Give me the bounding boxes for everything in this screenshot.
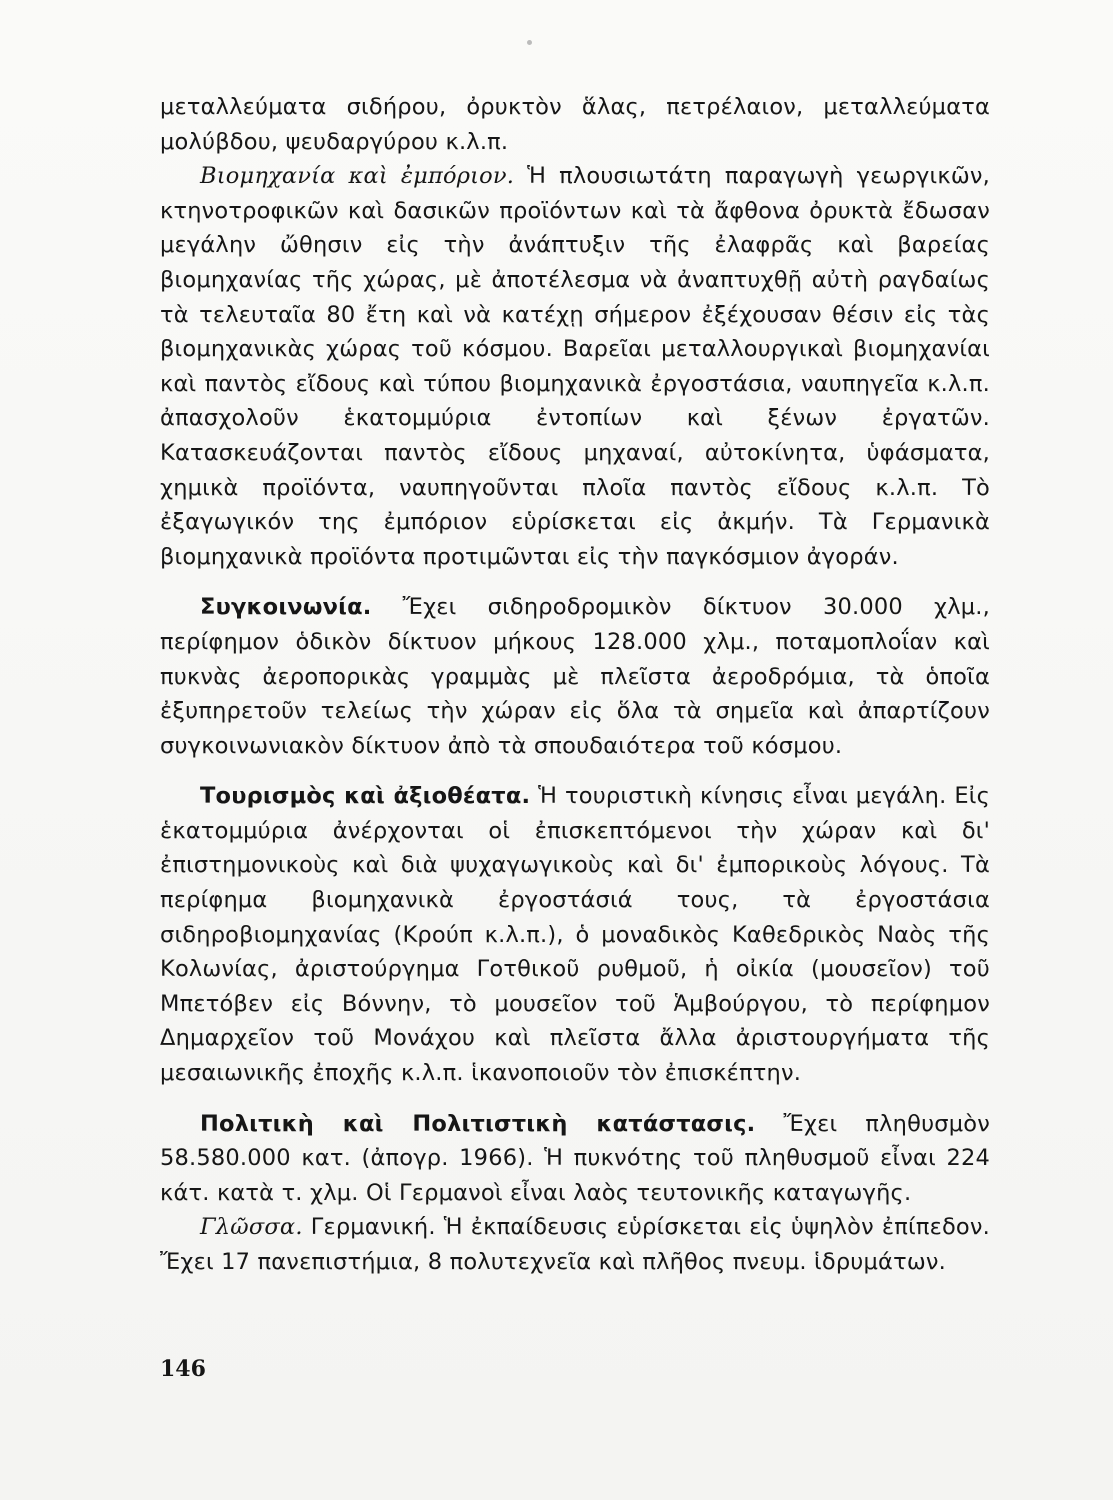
- section-heading-politics: Πολιτικὴ καὶ Πολιτιστικὴ κατάστασις.: [200, 1110, 756, 1137]
- paragraph-transport: [160, 590, 990, 763]
- paragraph-body: Ἔχει σιδηροδρομικὸν δίκτυον 30.000 χλμ., περίφημον ὁδικὸν δίκτυον μήκους 128.000 χλμ., ποταμοπλοΐαν καὶ πυκνὰς ἀεροπορικὰς γραμμὰς μὲ πλεῖστα ἀεροδρόμια, τὰ ὁποῖα ἐξυπηρετοῦν τελείως τὴν χώραν εἰς ὅλα τὰ σημεῖα καὶ ἀπαρτίζουν συγκοινωνιακὸν δίκτυον ἀπὸ τὰ σπουδαιότερα τοῦ κόσμου.: [160, 594, 990, 759]
- section-heading-transport: Συγκοινωνία.: [200, 594, 372, 621]
- paragraph-body: Ἡ τουριστικὴ κίνησις εἶναι μεγάλη. Εἰς ἑκατομμύρια ἀνέρχονται οἱ ἐπισκεπτόμενοι τὴν χώραν καὶ δι' ἐπιστημονικοὺς καὶ διὰ ψυχαγωγικοὺς καὶ δι' ἐμπορικοὺς λόγους. Τὰ περίφημα βιομηχανικὰ ἐργοστάσιά τους, τὰ ἐργοστάσια σιδηροβιομηχανίας (Κρούπ κ.λ.π.), ὁ μοναδικὸς Καθεδρικὸς Ναὸς τῆς Κολωνίας, ἀριστούργημα Γοτθικοῦ ρυθμοῦ, ἡ οἰκία (μουσεῖον) τοῦ Μπετόβεν εἰς Βόννην, τὸ μουσεῖον τοῦ Ἁμβούργου, τὸ περίφημον Δημαρχεῖον τοῦ Μονάχου καὶ πλεῖστα ἄλλα ἀριστουργήματα τῆς μεσαιωνικῆς ἐποχῆς κ.λ.π. ἱκανοποιοῦν τὸν ἐπισκέπτην.: [160, 783, 990, 1087]
- paragraph-body: Γερμανική. Ἡ ἐκπαίδευσις εὑρίσκεται εἰς ὑψηλὸν ἐπίπεδον. Ἔχει 17 πανεπιστήμια, 8 πολυτεχνεῖα καὶ πλῆθος πνευμ. ἱδρυμάτων.: [160, 1214, 990, 1275]
- paragraph-minerals: [160, 90, 990, 159]
- section-heading-industry: Βιομηχανία καὶ ἐμπόριον.: [200, 163, 515, 190]
- paragraph-industry: [160, 159, 990, 574]
- paragraph-body: μεταλλεύματα σιδήρου, ὀρυκτὸν ἅλας, πετρέλαιον, μεταλλεύματα μολύβδου, ψευδαργύρου κ.λ.π.: [160, 94, 990, 155]
- page-number: 146: [160, 1356, 206, 1382]
- ink-speck: [527, 40, 532, 45]
- paragraph-body: Ἔχει πληθυσμὸν 58.580.000 κατ. (ἀπογρ. 1966). Ἡ πυκνότης τοῦ πληθυσμοῦ εἶναι 224 κάτ. κατὰ τ. χλμ. Οἱ Γερμανοὶ εἶναι λαὸς τευτονικῆς καταγωγῆς.: [160, 1110, 990, 1206]
- paragraph-body: Ἡ πλουσιωτάτη παραγωγὴ γεωργικῶν, κτηνοτροφικῶν καὶ δασικῶν προϊόντων καὶ τὰ ἄφθονα ὀρυκτὰ ἔδωσαν μεγάλην ὤθησιν εἰς τὴν ἀνάπτυξιν τῆς ἐλαφρᾶς καὶ βαρείας βιομηχανίας τῆς χώρας, μὲ ἀποτέλεσμα νὰ ἀναπτυχθῇ αὐτὴ ραγδαίως τὰ τελευταῖα 80 ἔτη καὶ νὰ κατέχῃ σήμερον ἐξέχουσαν θέσιν εἰς τὰς βιομηχανικὰς χώρας τοῦ κόσμου. Βαρεῖαι μεταλλουργικαὶ βιομηχανίαι καὶ παντὸς εἴδους καὶ τύπου βιομηχανικὰ ἐργοστάσια, ναυπηγεῖα κ.λ.π. ἀπασχολοῦν ἑκατομμύρια ἐντοπίων καὶ ξένων ἐργατῶν. Κατασκευάζονται παντὸς εἴδους μηχαναί, αὐτοκίνητα, ὑφάσματα, χημικὰ προϊόντα, ναυπηγοῦνται πλοῖα παντὸς εἴδους κ.λ.π. Τὸ ἐξαγωγικόν της ἐμπόριον εὑρίσκεται εἰς ἀκμήν. Τὰ Γερμανικὰ βιομηχανικὰ προϊόντα προτιμῶνται εἰς τὴν παγκόσμιον ἀγοράν.: [160, 163, 990, 570]
- paragraph-politics: [160, 1107, 990, 1211]
- paragraph-tourism: [160, 779, 990, 1090]
- paragraph-language: [160, 1210, 990, 1279]
- body-text: [160, 90, 990, 1280]
- section-heading-language: Γλῶσσα.: [200, 1214, 303, 1241]
- section-heading-tourism: Τουρισμὸς καὶ ἀξιοθέατα.: [200, 783, 531, 810]
